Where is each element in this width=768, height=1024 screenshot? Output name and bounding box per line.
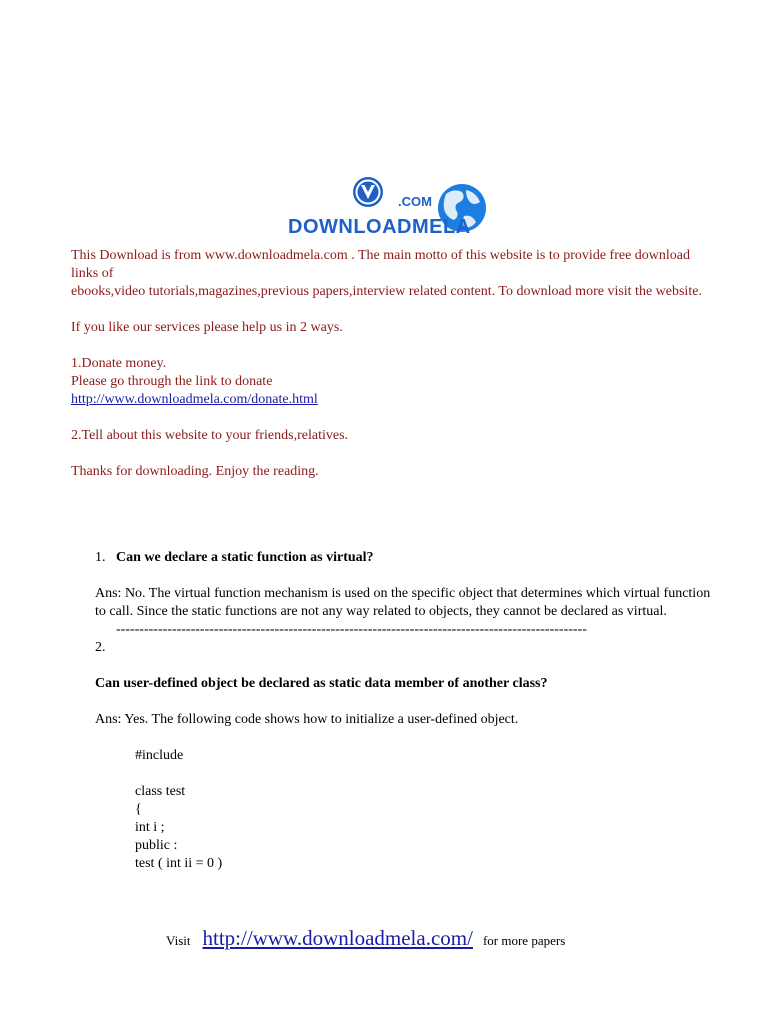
footer bbox=[166, 926, 565, 951]
code-line: #include bbox=[135, 748, 184, 763]
question-2-text: Can user-defined object be declared as static data member of another class? bbox=[95, 676, 548, 691]
footer-suffix-text: for more papers bbox=[482, 933, 566, 948]
logo-tld: .COM bbox=[398, 194, 432, 209]
logo-brand: DOWNLOADMELA bbox=[288, 216, 471, 238]
code-line: int i ; bbox=[135, 820, 165, 835]
intro-line-1: This Download is from www.downloadmela.com . The main motto of this website is to provide free download links of bbox=[71, 248, 691, 281]
question-1-number: 1. bbox=[95, 550, 106, 565]
code-line: { bbox=[135, 802, 142, 817]
donate-link[interactable]: http://www.downloadmela.com/donate.html bbox=[71, 392, 318, 407]
donate-title: 1.Donate money. bbox=[71, 356, 167, 371]
footer-visit-text: Visit bbox=[166, 933, 191, 948]
code-block bbox=[135, 747, 715, 873]
answer-1: Ans: No. The virtual function mechanism is used on the specific object that determines which virtual function to call. Since the static functions are not any way related to objects, they cannot be declared as virtual. bbox=[95, 586, 711, 619]
help-text: If you like our services please help us in 2 ways. bbox=[71, 320, 343, 335]
logo-graphic bbox=[286, 172, 486, 242]
separator-line: ----------------------------------------------------------------------------------------------------- bbox=[116, 622, 587, 637]
tell-friends-text: 2.Tell about this website to your friends,relatives. bbox=[71, 428, 349, 443]
answer-2: Ans: Yes. The following code shows how to initialize a user-defined object. bbox=[95, 712, 519, 727]
footer-link[interactable]: http://www.downloadmela.com/ bbox=[202, 926, 473, 950]
donate-description: Please go through the link to donate bbox=[71, 374, 273, 389]
question-1-text: Can we declare a static function as virtual? bbox=[116, 550, 374, 565]
code-line: public : bbox=[135, 838, 178, 853]
code-line: class test bbox=[135, 784, 186, 799]
qa-section bbox=[95, 549, 715, 873]
question-1 bbox=[95, 549, 715, 567]
downloadmela-logo bbox=[286, 172, 486, 242]
question-2-number: 2. bbox=[95, 640, 106, 655]
intro-line-2: ebooks,video tutorials,magazines,previous papers,interview related content. To download more visit the website. bbox=[71, 284, 702, 299]
thanks-text: Thanks for downloading. Enjoy the reading. bbox=[71, 464, 319, 479]
intro-section bbox=[71, 247, 711, 481]
code-line: test ( int ii = 0 ) bbox=[135, 856, 223, 871]
